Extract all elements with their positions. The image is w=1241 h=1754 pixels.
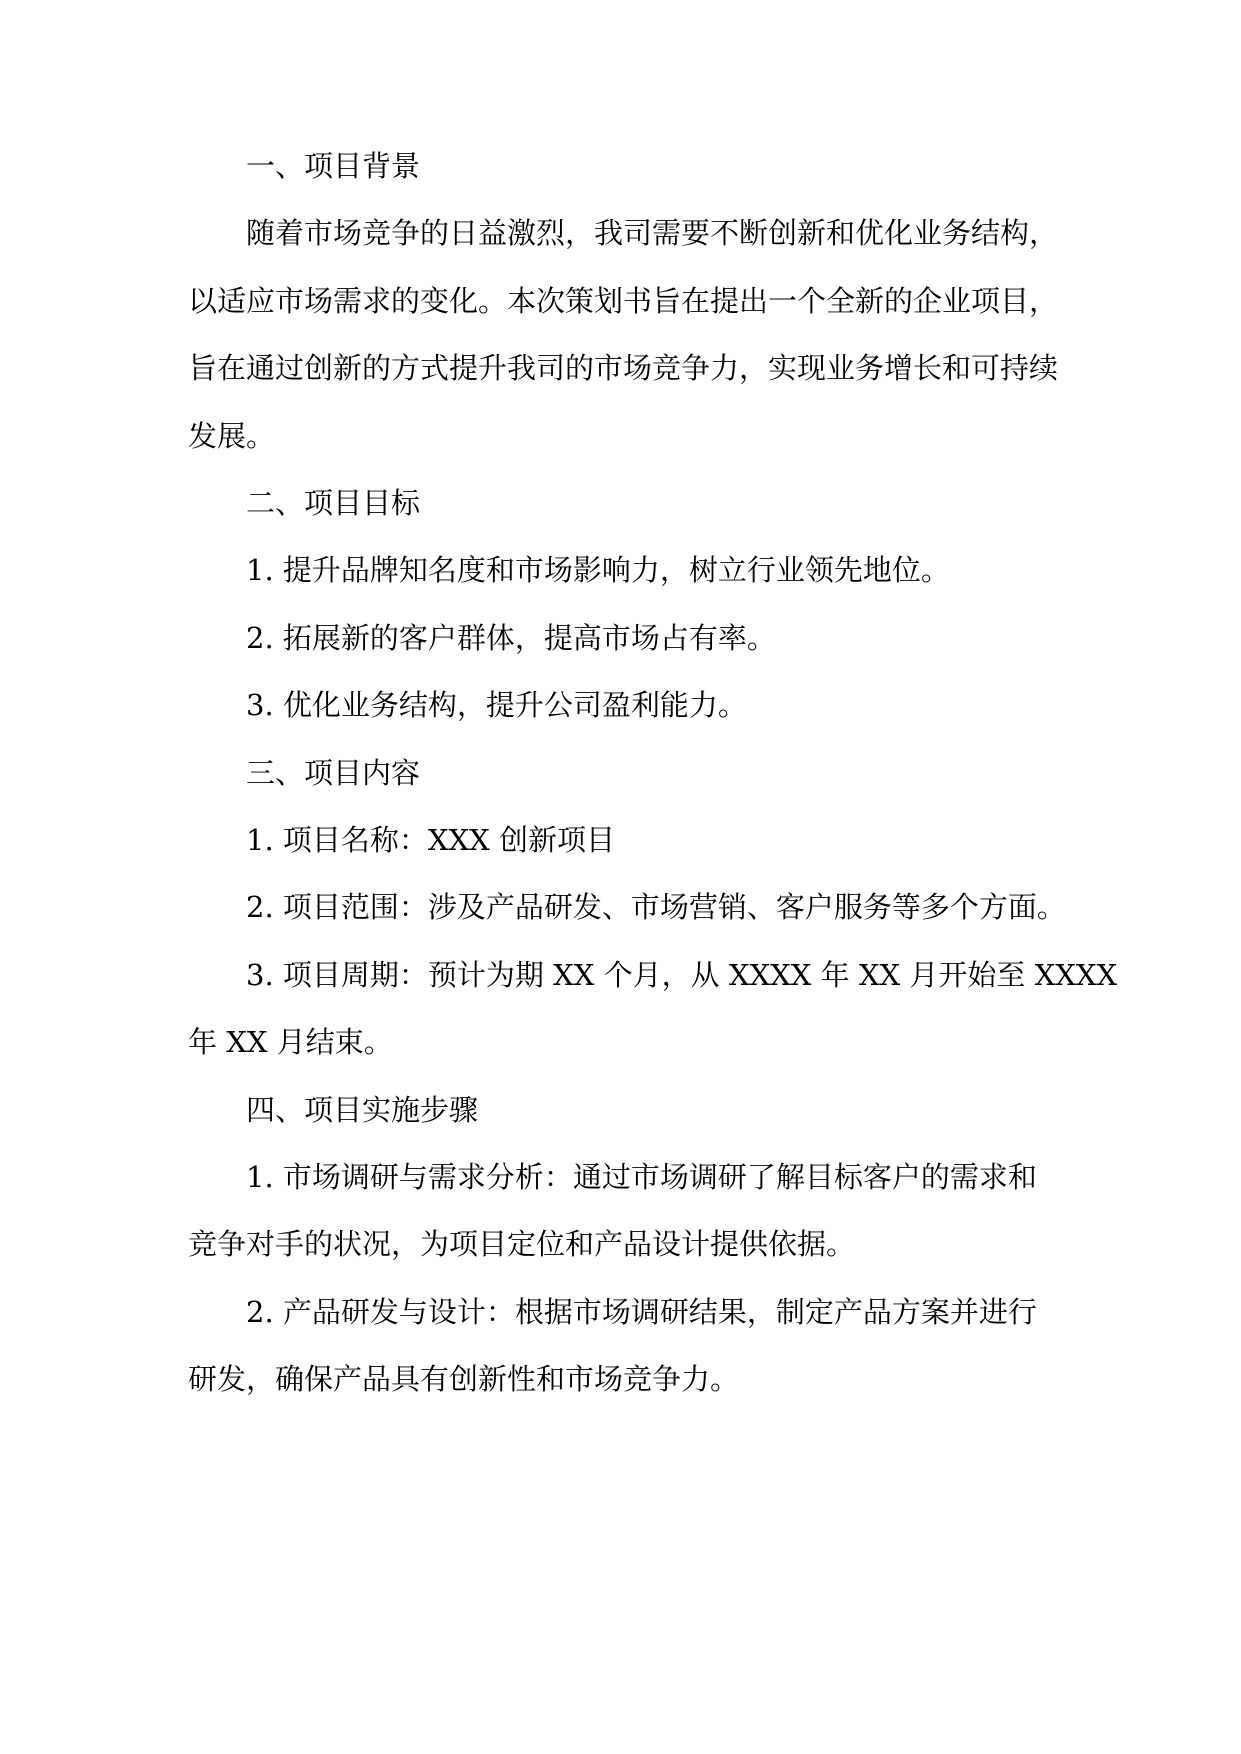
list-item: 1. 市场调研与需求分析：通过市场调研了解目标客户的需求和 bbox=[246, 1160, 1037, 1194]
list-item-continuation: 竞争对手的状况，为项目定位和产品设计提供依据。 bbox=[188, 1227, 856, 1261]
list-item: 1. 项目名称：XXX 创新项目 bbox=[246, 823, 616, 857]
list-item: 1. 提升品牌知名度和市场影响力，树立行业领先地位。 bbox=[246, 553, 950, 587]
paragraph-line: 以适应市场需求的变化。本次策划书旨在提出一个全新的企业项目， bbox=[188, 284, 1059, 318]
section-heading-content: 三、项目内容 bbox=[246, 756, 421, 790]
section-heading-goals: 二、项目目标 bbox=[246, 486, 421, 520]
list-item: 3. 优化业务结构，提升公司盈利能力。 bbox=[246, 688, 747, 722]
list-item: 2. 产品研发与设计：根据市场调研结果，制定产品方案并进行 bbox=[246, 1295, 1037, 1329]
paragraph-line: 旨在通过创新的方式提升我司的市场竞争力，实现业务增长和可持续 bbox=[188, 351, 1059, 385]
section-heading-background: 一、项目背景 bbox=[246, 149, 421, 183]
list-item: 3. 项目周期：预计为期 XX 个月，从 XXXX 年 XX 月开始至 XXXX bbox=[246, 958, 1118, 992]
list-item: 2. 项目范围：涉及产品研发、市场营销、客户服务等多个方面。 bbox=[246, 890, 1066, 924]
list-item: 2. 拓展新的客户群体，提高市场占有率。 bbox=[246, 621, 776, 655]
list-item-continuation: 研发，确保产品具有创新性和市场竞争力。 bbox=[188, 1362, 740, 1396]
paragraph-line: 发展。 bbox=[188, 419, 276, 453]
list-item-continuation: 年 XX 月结束。 bbox=[188, 1025, 393, 1059]
section-heading-steps: 四、项目实施步骤 bbox=[246, 1093, 479, 1127]
paragraph-line: 随着市场竞争的日益激烈，我司需要不断创新和优化业务结构， bbox=[246, 216, 1059, 250]
